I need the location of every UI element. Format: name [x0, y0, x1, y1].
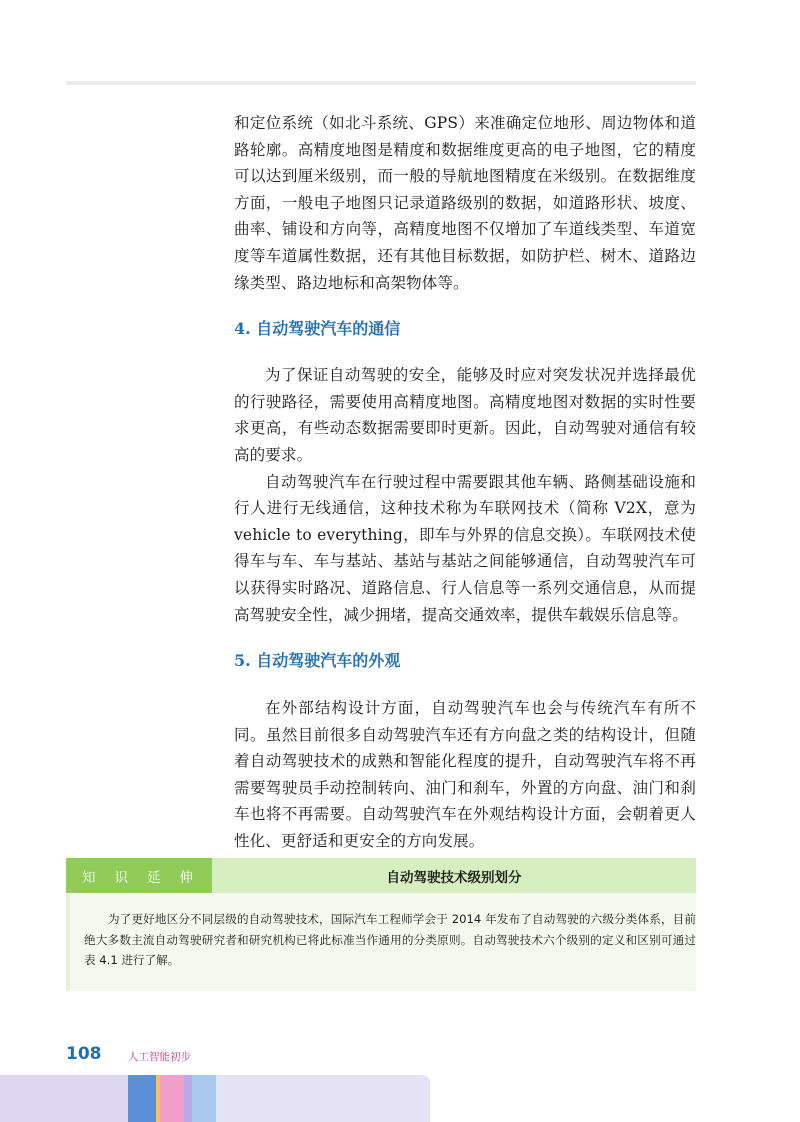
- section-heading-4: [234, 317, 696, 341]
- section-title: 自动驾驶汽车的通信: [256, 319, 401, 339]
- knowledge-box-tag: 知识延伸: [66, 858, 212, 893]
- section-number: 5.: [234, 651, 251, 671]
- knowledge-box-header: [66, 858, 696, 893]
- main-content: [234, 110, 696, 855]
- knowledge-extension-box: [66, 858, 696, 991]
- body-paragraph: 自动驾驶汽车在行驶过程中需要跟其他车辆、路侧基础设施和行人进行无线通信，这种技术称为车联网技术（简称 V2X，意为 vehicle to everything，即车与外界的信息交换）。车联网技术使得车与车、车与基站、基站与基站之间能够通信，自动驾驶汽车可以获得实时路况、道路信息、行人信息等一系列交通信息，从而提高驾驶安全性，减少拥堵，提高交通效率，提供车载娱乐信息等。: [234, 472, 696, 624]
- body-paragraph: 在外部结构设计方面，自动驾驶汽车也会与传统汽车有所不同。虽然目前很多自动驾驶汽车还有方向盘之类的结构设计，但随着自动驾驶技术的成熟和智能化程度的提升，自动驾驶汽车将不再需要驾驶员手动控制转向、油门和刹车，外置的方向盘、油门和刹车也将不再需要。自动驾驶汽车在外观结构设计方面，会朝着更人性化、更舒适和更安全的方向发展。: [234, 699, 696, 851]
- page-number: 108: [66, 1044, 102, 1064]
- section-heading-5: [234, 649, 696, 673]
- footer-stripe: [128, 1075, 156, 1122]
- section-title: 自动驾驶汽车的外观: [256, 651, 401, 671]
- footer-stripe: [160, 1075, 184, 1122]
- knowledge-box-body: 为了更好地区分不同层级的自动驾驶技术，国际汽车工程师学会于 2014 年发布了自动驾驶的六级分类体系，目前绝大多数主流自动驾驶研究者和研究机构已将此标准当作通用的分类原则。自动驾驶技术六个级别的定义和区别可通过表 4.1 进行了解。: [84, 912, 696, 967]
- footer-stripe: [184, 1075, 192, 1122]
- header-rule: [66, 81, 696, 85]
- body-paragraph: 和定位系统（如北斗系统、GPS）来准确定位地形、周边物体和道路轮廓。高精度地图是精度和数据维度更高的电子地图，它的精度可以达到厘米级别，而一般的导航地图精度在米级别。在数据维度方面，一般电子地图只记录道路级别的数据，如道路形状、坡度、曲率、铺设和方向等，高精度地图不仅增加了车道线类型、车道宽度等车道属性数据，还有其他目标数据，如防护栏、树木、道路边缘类型、路边地标和高架物体等。: [234, 114, 696, 292]
- footer-stripe: [0, 1075, 128, 1122]
- footer-stripe: [222, 1075, 430, 1122]
- section-number: 4.: [234, 319, 251, 339]
- footer-stripe: [192, 1075, 216, 1122]
- book-title: 人工智能初步: [128, 1051, 191, 1063]
- knowledge-box-edge: [66, 893, 70, 991]
- body-paragraph: 为了保证自动驾驶的安全，能够及时应对突发状况并选择最优的行驶路径，需要使用高精度地图。高精度地图对数据的实时性要求更高，有些动态数据需要即时更新。因此，自动驾驶对通信有较高的要求。: [234, 366, 696, 464]
- knowledge-box-title: 自动驾驶技术级别划分: [386, 869, 522, 886]
- footer-decorative-band: [0, 1075, 430, 1122]
